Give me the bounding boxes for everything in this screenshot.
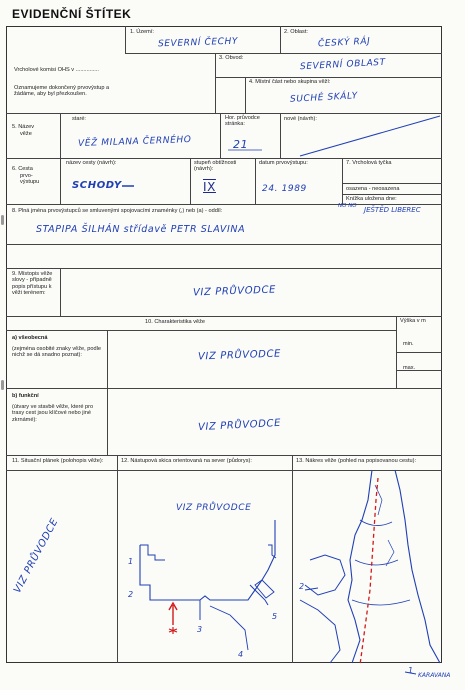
mistopis-label: 9. Místopis věže slovy - případně popis přístupu k věži terénem: xyxy=(12,271,53,297)
rock-detail xyxy=(355,560,398,565)
sketch-label-1: 1 xyxy=(128,557,134,566)
nakres-label: 13. Nákres věže (pohled na popisovanou cestu): xyxy=(296,458,417,464)
stupen-value: IX xyxy=(203,180,216,194)
vyska-label: Výška v m xyxy=(400,318,426,324)
cesta-label-word: prvo-výstupu xyxy=(20,173,40,186)
oblast-value: ČESKÝ RÁJ xyxy=(317,36,371,50)
tycka-label: 7. Vrcholová tyčka xyxy=(346,160,392,166)
nakres-note: KARAVANA xyxy=(418,672,451,679)
mistni-label: 4. Místní část nebo skupina věží: xyxy=(249,79,331,85)
uzemi-label: 1. Území: xyxy=(130,29,154,35)
route-line xyxy=(360,478,378,665)
drawing-label-2: 2 xyxy=(299,582,305,591)
committee-line: Vrcholové komisi OHS v ............... xyxy=(14,67,99,73)
pruvodce-label: Hor. průvodce stránka: xyxy=(225,115,260,128)
stupen-label: stupeň obtížnosti (návrh): xyxy=(194,160,237,173)
datum-value: 24. 1989 xyxy=(262,184,307,194)
oblast-label: 2. Oblast: xyxy=(284,29,308,35)
rock-detail xyxy=(360,520,392,526)
situacni-value: VIZ PRŮVODCE xyxy=(12,516,61,596)
vseobecna-value: VIZ PRŮVODCE xyxy=(197,348,282,363)
oddil-value: JEŠTĚD LIBEREC xyxy=(364,206,421,214)
obvod-value: SEVERNÍ OBLAST xyxy=(299,57,386,73)
osazena-label: osazena - neosazena xyxy=(346,186,400,192)
form-title: EVIDENČNÍ ŠTÍTEK xyxy=(12,7,132,21)
datum-label: datum prvovýstupu: xyxy=(259,160,308,166)
max-label: max. xyxy=(403,365,416,371)
names-value: STAPIPA ŠILHÁN střídavě PETR SLAVINA xyxy=(36,224,246,235)
sketch-label-3: 3 xyxy=(197,625,203,634)
nove-label: nové (návrh): xyxy=(284,116,317,122)
rock-detail xyxy=(352,600,410,605)
mistopis-value: VIZ PRŮVODCE xyxy=(192,284,277,299)
nazev-cesty-label: název cesty (návrh): xyxy=(66,160,117,166)
sketch-label-4: 4 xyxy=(238,650,244,659)
charakteristika-label: 10. Charakteristika věže xyxy=(145,319,206,325)
nazev-cesty-value: SCHODY xyxy=(72,180,122,191)
cross-out-line xyxy=(300,116,440,156)
sketch-label-2: 2 xyxy=(128,590,134,599)
sketch-outline xyxy=(210,606,248,650)
cesta-label: 6. Cesta xyxy=(12,166,33,172)
drawing-label-1: 1 xyxy=(408,666,414,675)
start-star xyxy=(169,627,177,634)
stare-value: VĚŽ MILANA ČERNÉHO xyxy=(77,135,192,149)
nazev-label: 5. Název xyxy=(12,124,35,130)
vseobecna-label: a) všeobecná xyxy=(12,335,48,341)
rock-outline xyxy=(300,600,340,663)
nazev-label-word: věže xyxy=(20,131,32,137)
vseobecna-desc: (zejména osobité znaky věže, podle nichž se dá snadno poznat): xyxy=(12,346,101,359)
obvod-label: 3. Obvod: xyxy=(219,55,244,61)
uzemi-value: SEVERNÍ ČECHY xyxy=(157,36,239,50)
skica-value: VIZ PRŮVODCE xyxy=(176,503,252,513)
rock-outline xyxy=(348,470,372,663)
sketch-outline xyxy=(250,585,268,605)
sketch-outline xyxy=(140,545,165,560)
min-label: min. xyxy=(403,341,414,347)
skica-label: 12. Nástupová skica orientovaná na sever (půdorys): xyxy=(121,458,252,464)
funkcni-desc: (útvary ve stavbě věže, které pro trasy cest jsou klíčové nebo jiné zkrnámé): xyxy=(12,404,94,423)
funkcni-value: VIZ PRŮVODCE xyxy=(197,417,282,434)
funkcni-label: b) funkční xyxy=(12,393,39,399)
no-mark: NO NO xyxy=(338,203,357,209)
pruvodce-value: 21 xyxy=(233,138,249,151)
plna-jmena-label: 8. Plná jména prvovýstupců se smluvenými spojovacími znaménky (,) neb (a) - oddíl: xyxy=(12,208,223,214)
situacni-label: 11. Situační plánek (polohopis věže): xyxy=(12,458,104,464)
sketch-outline xyxy=(255,580,274,598)
mistni-value: SUCHÉ SKÁLY xyxy=(289,91,359,105)
notice-text: Oznamujeme dokončený prvovýstup a žádáme, aby byl přezkoušen. xyxy=(14,85,110,98)
rock-outline xyxy=(395,470,440,663)
sketch-label-5: 5 xyxy=(272,612,278,621)
knizka-label: Knížka uložena dne: xyxy=(346,196,397,202)
stare-label: staré: xyxy=(72,116,86,122)
